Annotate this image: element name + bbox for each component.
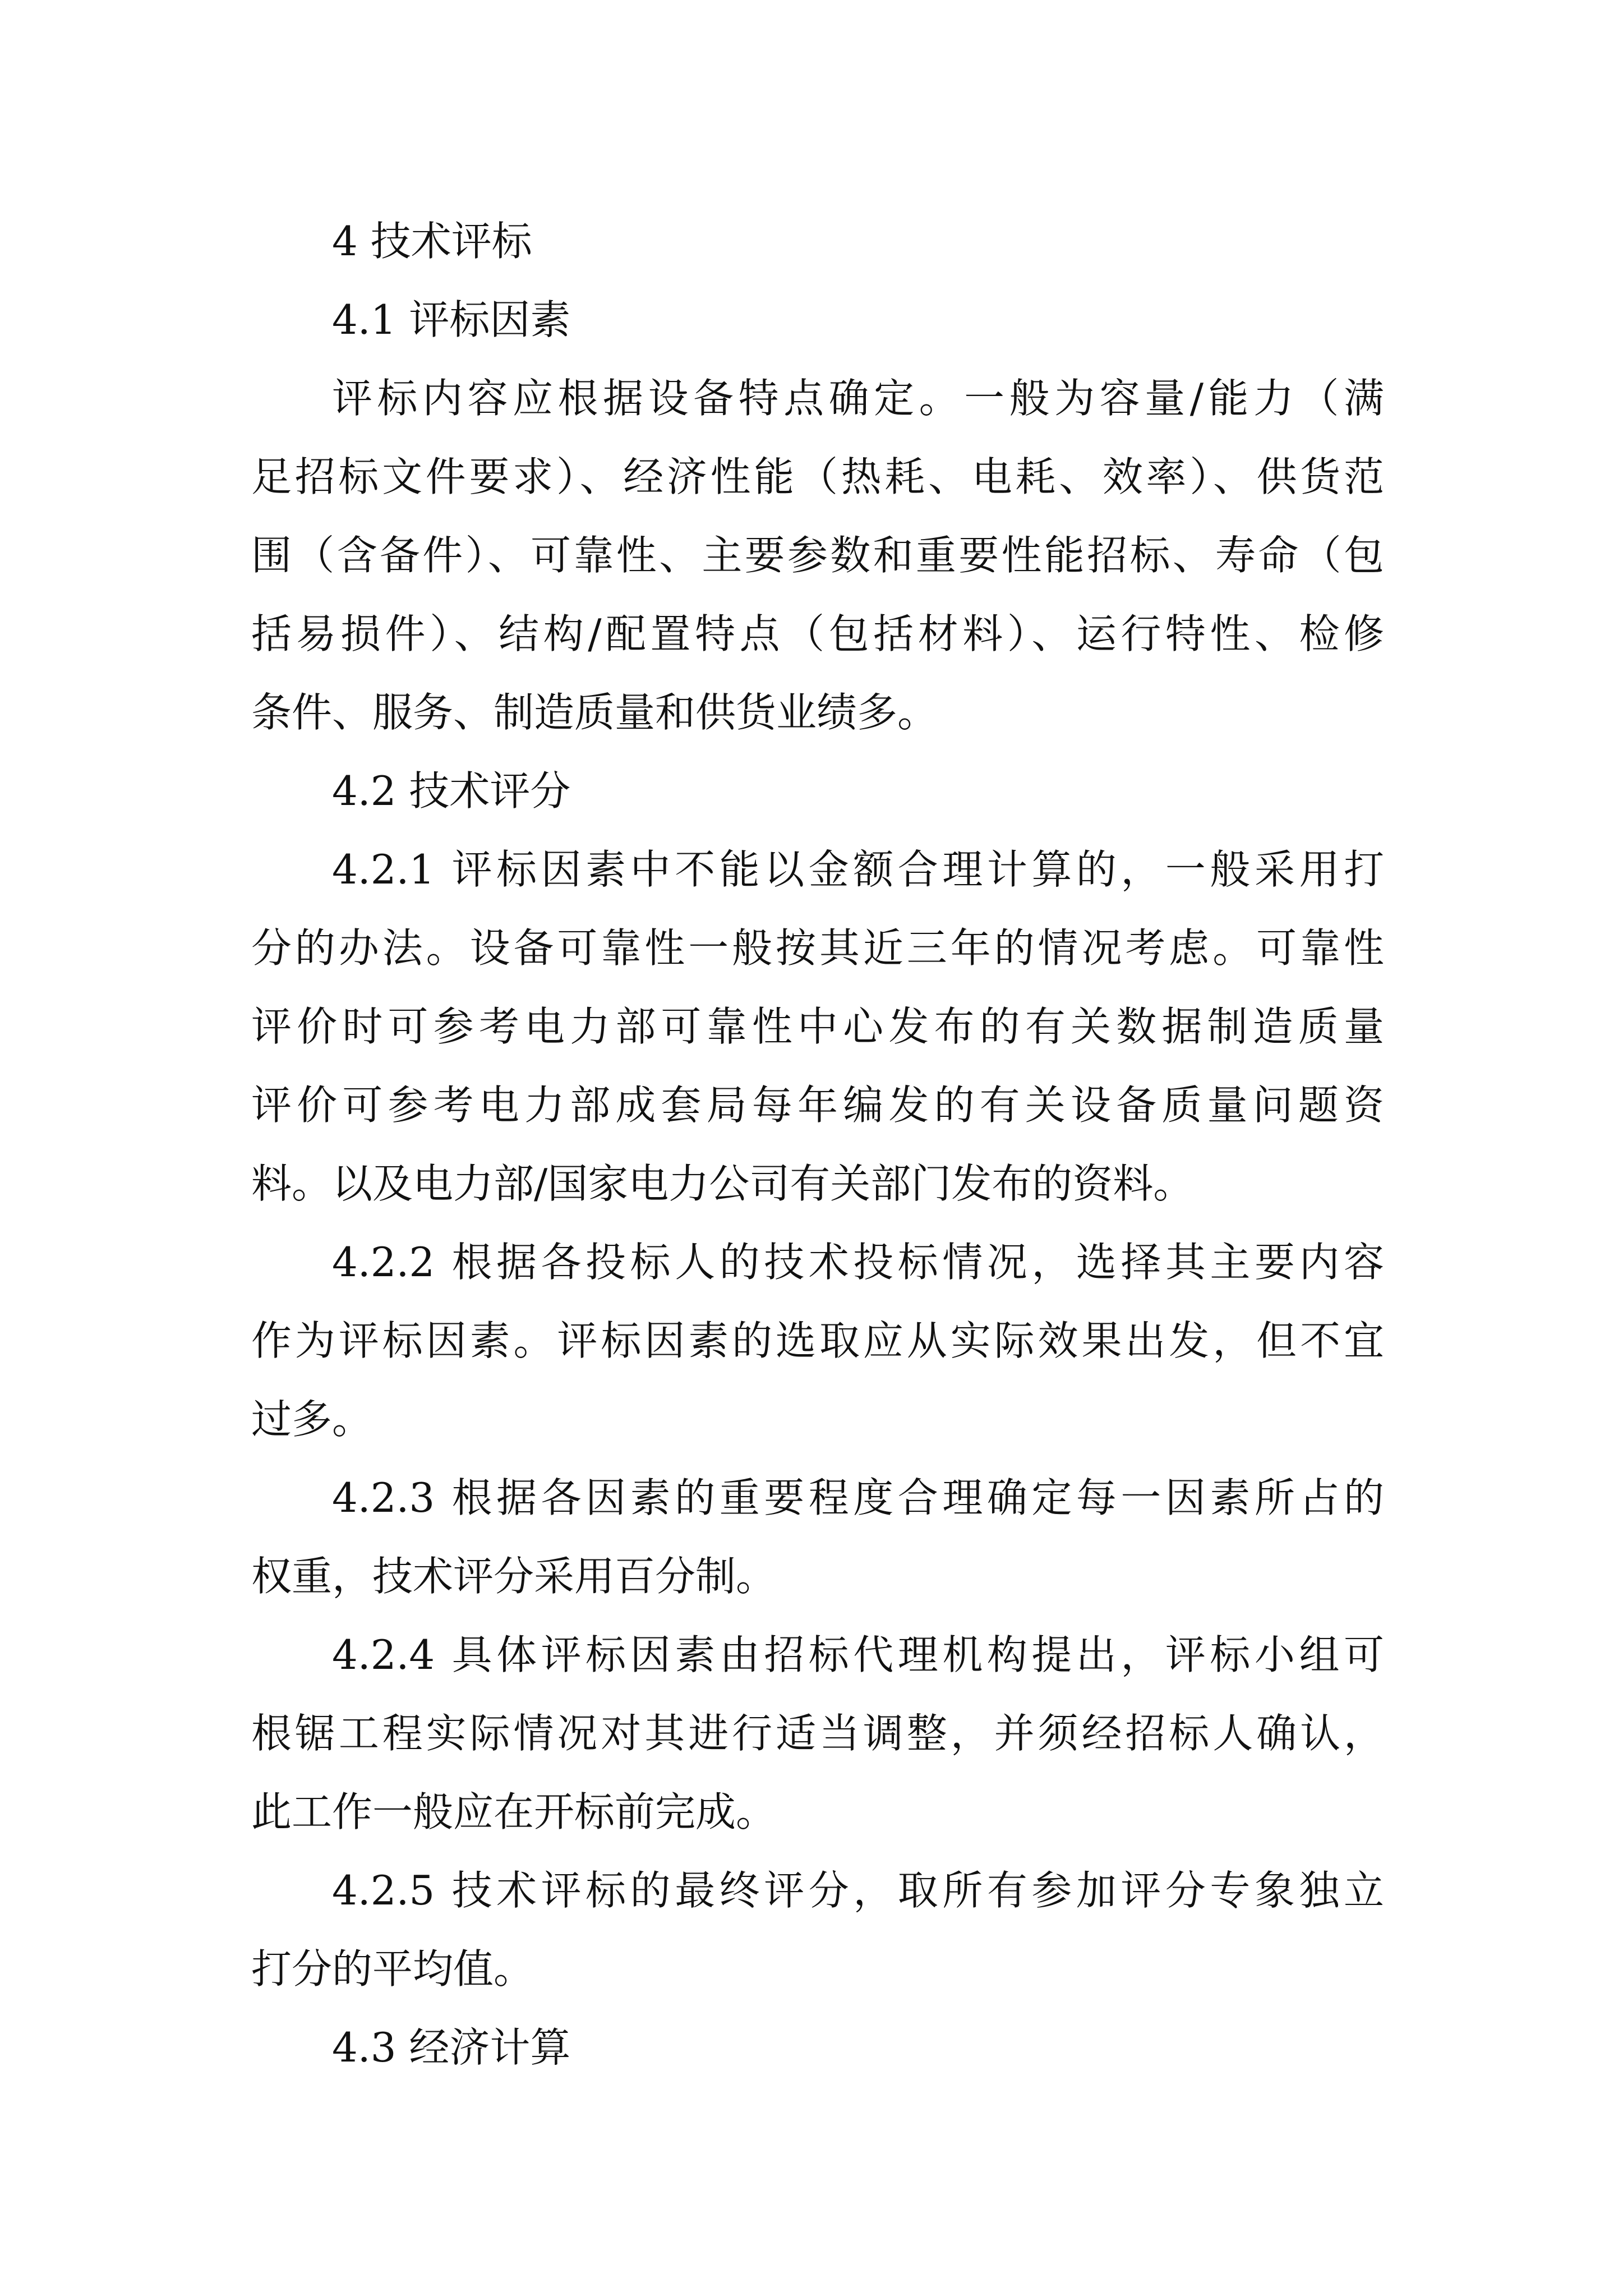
text-line: 料。以及电力部/国家电力公司有关部门发布的资料。 bbox=[251, 1160, 1194, 1207]
text-line: 评价可参考电力部成套局每年编发的有关设备质量问题资 bbox=[251, 1082, 1384, 1129]
text-line: 4 技术评标 bbox=[332, 218, 532, 265]
text-line: 4.3 经济计算 bbox=[332, 2024, 571, 2071]
document-body bbox=[251, 202, 1384, 2087]
text-line: 4.2.4 具体评标因素由招标代理机构提出，评标小组可 bbox=[332, 1631, 1384, 1678]
text-line: 权重，技术评分采用百分制。 bbox=[251, 1553, 777, 1600]
text-line: 评标内容应根据设备特点确定。一般为容量/能力（满 bbox=[332, 375, 1384, 422]
text-line: 足招标文件要求）、经济性能（热耗、电耗、效率）、供货范 bbox=[251, 453, 1384, 500]
text-line: 分的办法。设备可靠性一般按其近三年的情况考虑。可靠性 bbox=[251, 924, 1384, 972]
text-line: 4.2.1 评标因素中不能以金额合理计算的，一般采用打 bbox=[332, 846, 1384, 893]
text-line: 4.2 技术评分 bbox=[332, 767, 571, 815]
text-line: 4.2.5 技术评标的最终评分，取所有参加评分专象独立 bbox=[332, 1867, 1384, 1914]
text-line: 评价时可参考电力部可靠性中心发布的有关数据制造质量 bbox=[251, 1003, 1384, 1050]
text-line: 作为评标因素。评标因素的选取应从实际效果出发，但不宜 bbox=[251, 1317, 1384, 1364]
text-line: 围（含备件）、可靠性、主要参数和重要性能招标、寿命（包 bbox=[251, 532, 1384, 579]
text-line: 4.1 评标因素 bbox=[332, 296, 571, 343]
text-line: 此工作一般应在开标前完成。 bbox=[251, 1788, 777, 1835]
text-line: 打分的平均值。 bbox=[251, 1945, 534, 1993]
text-line: 过多。 bbox=[251, 1396, 373, 1443]
text-line: 条件、服务、制造质量和供货业绩多。 bbox=[251, 689, 938, 736]
text-line: 4.2.3 根据各因素的重要程度合理确定每一因素所占的 bbox=[332, 1474, 1384, 1521]
text-line: 4.2.2 根据各投标人的技术投标情况，选择其主要内容 bbox=[332, 1239, 1384, 1286]
text-line: 括易损件）、结构/配置特点（包括材料）、运行特性、检修 bbox=[251, 610, 1384, 657]
text-line: 根锯工程实际情况对其进行适当调整，并须经招标人确认， bbox=[251, 1710, 1384, 1757]
